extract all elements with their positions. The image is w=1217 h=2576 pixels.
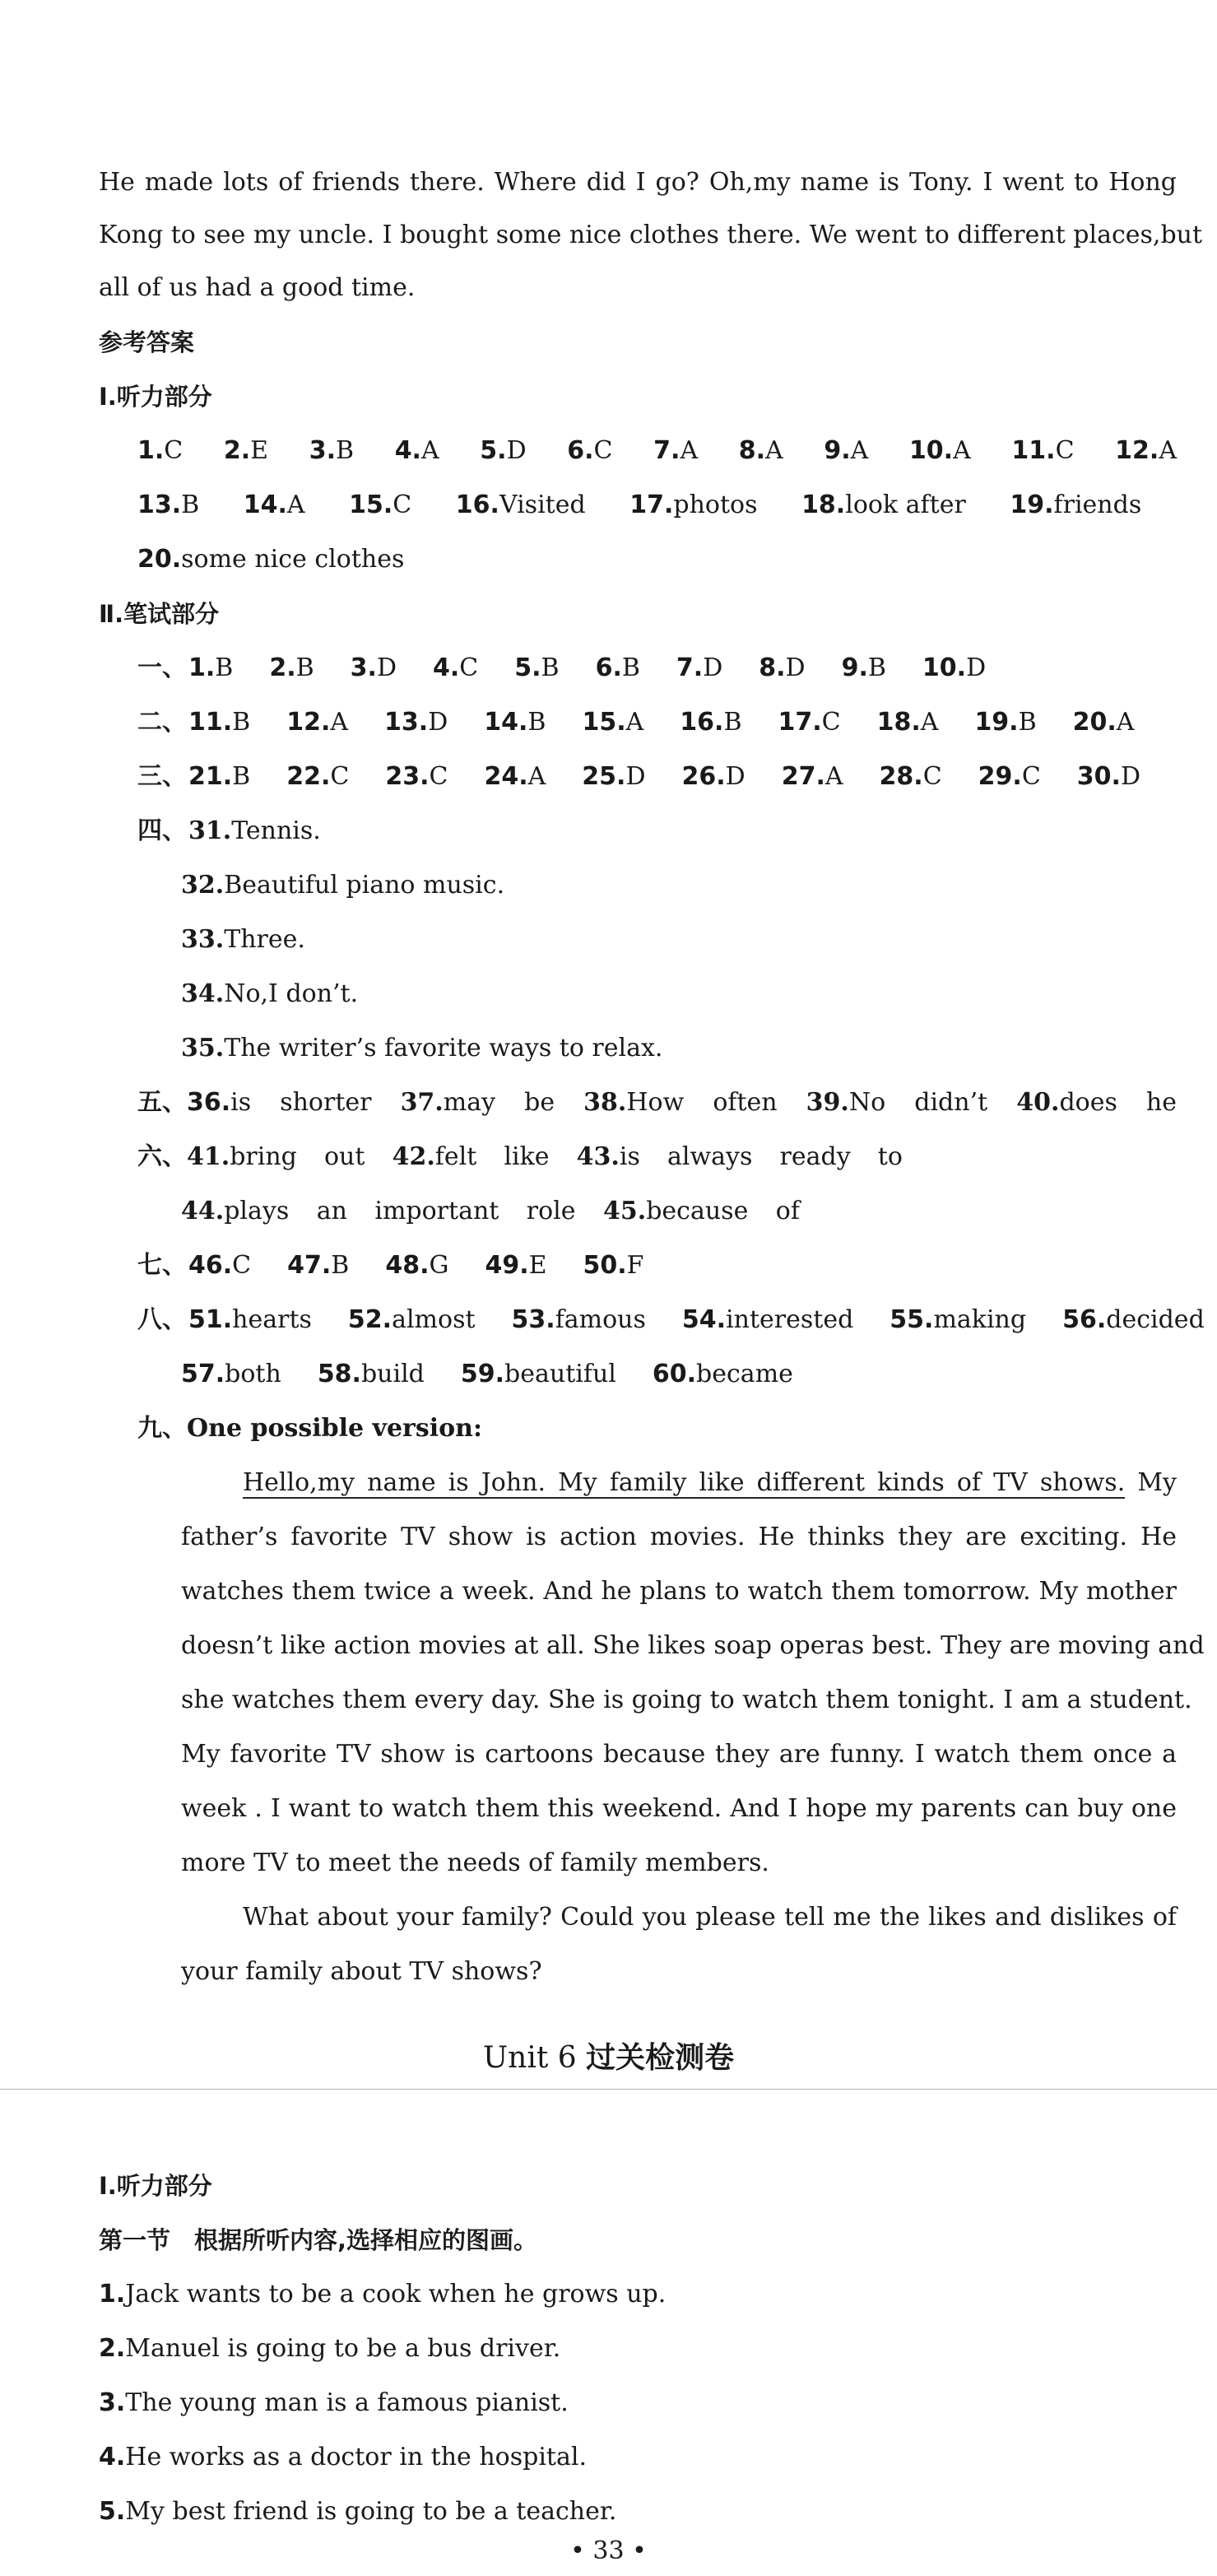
section-4-row-33: 33.Three. <box>181 925 305 954</box>
listening-row-3 <box>137 543 1177 576</box>
answer-11: 11.C <box>1011 436 1075 465</box>
section-4-row-32: 32.Beautiful piano music. <box>181 871 505 900</box>
answer-w27: 27.A <box>781 762 843 791</box>
answer-w4: 4.C <box>433 653 479 682</box>
answer-w54: 54.interested <box>681 1305 854 1334</box>
section-1-row <box>137 652 1177 685</box>
essay-line-7: week . I want to watch them this weekend. And I hope my parents can buy one <box>181 1794 1177 1823</box>
question-3: 3.The young man is a famous pianist. <box>99 2388 569 2417</box>
answer-w41: 六、41.bring <box>137 1142 297 1171</box>
answer-w40: 40.does <box>1016 1088 1117 1117</box>
answer-w31-number: 31. <box>188 816 232 845</box>
section-6-row-2 <box>181 1195 800 1228</box>
answer-w48: 48.G <box>385 1251 449 1280</box>
answer-w44: 44.plays <box>181 1197 290 1225</box>
answer-w21: 21.B <box>188 762 251 791</box>
answer-13: 13.B <box>137 491 200 519</box>
answer-w3: 3.D <box>350 653 397 682</box>
section-4-row-35: 35.The writer’s favorite ways to relax. <box>181 1034 663 1062</box>
written-heading: Ⅱ.笔试部分 <box>99 600 220 628</box>
answers-title: 参考答案 <box>99 328 195 356</box>
question-2: 2.Manuel is going to be a bus driver. <box>99 2334 561 2363</box>
answer-9: 9.A <box>824 436 869 465</box>
answer-17: 17.photos <box>629 491 758 519</box>
answer-19: 19.friends <box>1010 491 1142 519</box>
answer-3: 3.B <box>309 436 355 465</box>
answer-4: 4.A <box>394 436 439 465</box>
answer-20: 20.some nice clothes <box>137 545 405 574</box>
answer-w37-word-2: be <box>524 1088 555 1117</box>
section-2-label: 二、 <box>137 708 187 737</box>
answer-w36-word-2: shorter <box>280 1088 372 1117</box>
answer-w52: 52.almost <box>347 1305 476 1334</box>
answer-w26: 26.D <box>681 762 746 791</box>
answer-w43-word-4: to <box>877 1142 903 1171</box>
page-number: • 33 • <box>570 2536 647 2565</box>
essay-p2-line-2: your family about TV shows? <box>181 1957 542 1986</box>
answer-7: 7.A <box>653 436 699 465</box>
answer-w40-word-2: he <box>1145 1088 1177 1117</box>
answer-w31-text: Tennis. <box>231 816 321 845</box>
answer-w56: 56.decided <box>1062 1305 1205 1334</box>
answer-10: 10.A <box>908 436 971 465</box>
answer-w8: 8.D <box>759 653 806 682</box>
section-8-row-2 <box>181 1358 1177 1391</box>
answer-w43: 43.is <box>576 1142 640 1171</box>
section-5-label: 五、36.is <box>137 1088 252 1117</box>
answer-w44-word-3: important <box>374 1197 499 1225</box>
answer-w55: 55.making <box>890 1305 1027 1334</box>
answer-12: 12.A <box>1115 436 1177 465</box>
section-3-label: 三、 <box>137 762 187 791</box>
answer-w42: 42.felt <box>392 1142 477 1171</box>
answer-w43-word-2: always <box>667 1142 753 1171</box>
question-1: 1.Jack wants to be a cook when he grows up. <box>99 2280 667 2309</box>
question-5: 5.My best friend is going to be a teacher. <box>99 2497 617 2526</box>
answer-w6: 6.B <box>595 653 640 682</box>
next-section-1-instruction: 第一节 根据所听内容,选择相应的图画。 <box>99 2226 538 2254</box>
section-9-row <box>137 1412 1177 1445</box>
passage-line-3: all of us had a good time. <box>99 273 416 302</box>
answer-w57: 57.both <box>181 1360 281 1388</box>
answer-w15: 15.A <box>582 708 644 737</box>
answer-w47: 47.B <box>287 1251 350 1280</box>
essay-line-5: she watches them every day. She is going to watch them tonight. I am a student. <box>181 1686 1192 1714</box>
essay-line-3: watches them twice a week. And he plans to watch them tomorrow. My mother <box>181 1577 1177 1606</box>
unit-title-en: Unit 6 <box>482 2041 577 2075</box>
answer-w2: 2.B <box>269 653 314 682</box>
answer-15: 15.C <box>349 491 412 519</box>
unit-title <box>0 2039 1217 2077</box>
answer-w16: 16.B <box>680 708 742 737</box>
answer-w25: 25.D <box>582 762 646 791</box>
answer-w50: 50.F <box>583 1251 644 1280</box>
answer-w18: 18.A <box>876 708 939 737</box>
answer-w14: 14.B <box>484 708 546 737</box>
answer-w38-word-2: often <box>713 1088 778 1117</box>
passage-line-2: Kong to see my uncle. I bought some nice clothes there. We went to different places,but <box>99 221 1203 249</box>
unit-title-cn: 过关检测卷 <box>586 2041 735 2075</box>
answer-16: 16.Visited <box>455 491 586 519</box>
answer-18: 18.look after <box>801 491 966 519</box>
essay-line-4: doesn’t like action movies at all. She likes soap operas best. They are moving and <box>181 1631 1205 1660</box>
answer-w45-word-2: of <box>775 1197 800 1225</box>
section-8-label: 八、 <box>137 1305 187 1334</box>
answer-w5: 5.B <box>514 653 560 682</box>
answer-w10: 10.D <box>922 653 987 682</box>
answer-w20: 20.A <box>1072 708 1135 737</box>
section-8-row-1 <box>137 1304 1205 1337</box>
section-9-label: 九、 <box>137 1414 187 1443</box>
answer-w7: 7.D <box>676 653 723 682</box>
answer-w9: 9.B <box>841 653 886 682</box>
answer-w38: 38.How <box>583 1088 685 1117</box>
answer-w12: 12.A <box>286 708 349 737</box>
answer-w24: 24.A <box>484 762 546 791</box>
answer-w45: 45.because <box>603 1197 749 1225</box>
section-3-row <box>137 760 1177 793</box>
answer-1: 1.C <box>137 436 183 465</box>
answer-w60: 60.became <box>652 1360 793 1388</box>
answer-w22: 22.C <box>286 762 350 791</box>
section-9-title: One possible version: <box>187 1414 483 1443</box>
section-2-row <box>137 706 1177 739</box>
answer-w39: 39.No <box>806 1088 886 1117</box>
answer-w28: 28.C <box>879 762 942 791</box>
answer-6: 6.C <box>567 436 613 465</box>
answer-8: 8.A <box>738 436 783 465</box>
essay-line-2: father’s favorite TV show is action movies. He thinks they are exciting. He <box>181 1523 1177 1551</box>
answer-w23: 23.C <box>385 762 448 791</box>
answer-2: 2.E <box>223 436 269 465</box>
listening-row-2 <box>137 489 1177 522</box>
next-listening-heading: Ⅰ.听力部分 <box>99 2172 212 2200</box>
answer-w42-word-2: like <box>504 1142 550 1171</box>
essay-line-8: more TV to meet the needs of family members. <box>181 1848 769 1877</box>
answer-w30: 30.D <box>1076 762 1141 791</box>
answer-w37: 37.may <box>400 1088 496 1117</box>
section-divider <box>0 2089 1217 2090</box>
section-4-row-31 <box>137 815 1177 848</box>
section-7-row <box>137 1249 1177 1282</box>
answer-w13: 13.D <box>384 708 448 737</box>
section-4-row-34: 34.No,I don’t. <box>181 979 359 1008</box>
answer-w43-word-3: ready <box>779 1142 851 1171</box>
section-6-row-1 <box>137 1141 903 1174</box>
essay-line-1-rest: My <box>1125 1468 1177 1497</box>
answer-w19: 19.B <box>974 708 1037 737</box>
answer-5: 5.D <box>480 436 527 465</box>
listening-heading: Ⅰ.听力部分 <box>99 383 212 411</box>
answer-w58: 58.build <box>317 1360 425 1388</box>
answer-w59: 59.beautiful <box>460 1360 616 1388</box>
section-5-row <box>137 1086 1177 1119</box>
answer-w46: 46.C <box>188 1251 252 1280</box>
essay-underlined-sentence: Hello,my name is John. My family like different kinds of TV shows. <box>243 1468 1126 1497</box>
answer-w17: 17.C <box>778 708 841 737</box>
answer-w29: 29.C <box>978 762 1041 791</box>
essay-line-1 <box>243 1467 1177 1500</box>
section-1-label: 一、 <box>137 653 187 682</box>
answer-w11: 11.B <box>188 708 251 737</box>
section-7-label: 七、 <box>137 1251 187 1280</box>
answer-w44-word-2: an <box>316 1197 347 1225</box>
answer-w1: 1.B <box>188 653 234 682</box>
answer-w44-word-4: role <box>526 1197 576 1225</box>
listening-row-1 <box>137 435 1177 467</box>
answer-14: 14.A <box>243 491 305 519</box>
section-4-label: 四、 <box>137 816 187 845</box>
answer-w51: 51.hearts <box>188 1305 312 1334</box>
answer-w41-word-2: out <box>324 1142 365 1171</box>
answer-w53: 53.famous <box>511 1305 646 1334</box>
essay-line-6: My favorite TV show is cartoons because they are funny. I watch them once a <box>181 1740 1177 1769</box>
essay-p2-line-1: What about your family? Could you please tell me the likes and dislikes of <box>243 1903 1177 1932</box>
answer-w49: 49.E <box>485 1251 547 1280</box>
passage-line-1: He made lots of friends there. Where did I go? Oh,my name is Tony. I went to Hong <box>99 168 1177 197</box>
answer-w39-word-2: didn’t <box>914 1088 988 1117</box>
question-4: 4.He works as a doctor in the hospital. <box>99 2443 587 2471</box>
